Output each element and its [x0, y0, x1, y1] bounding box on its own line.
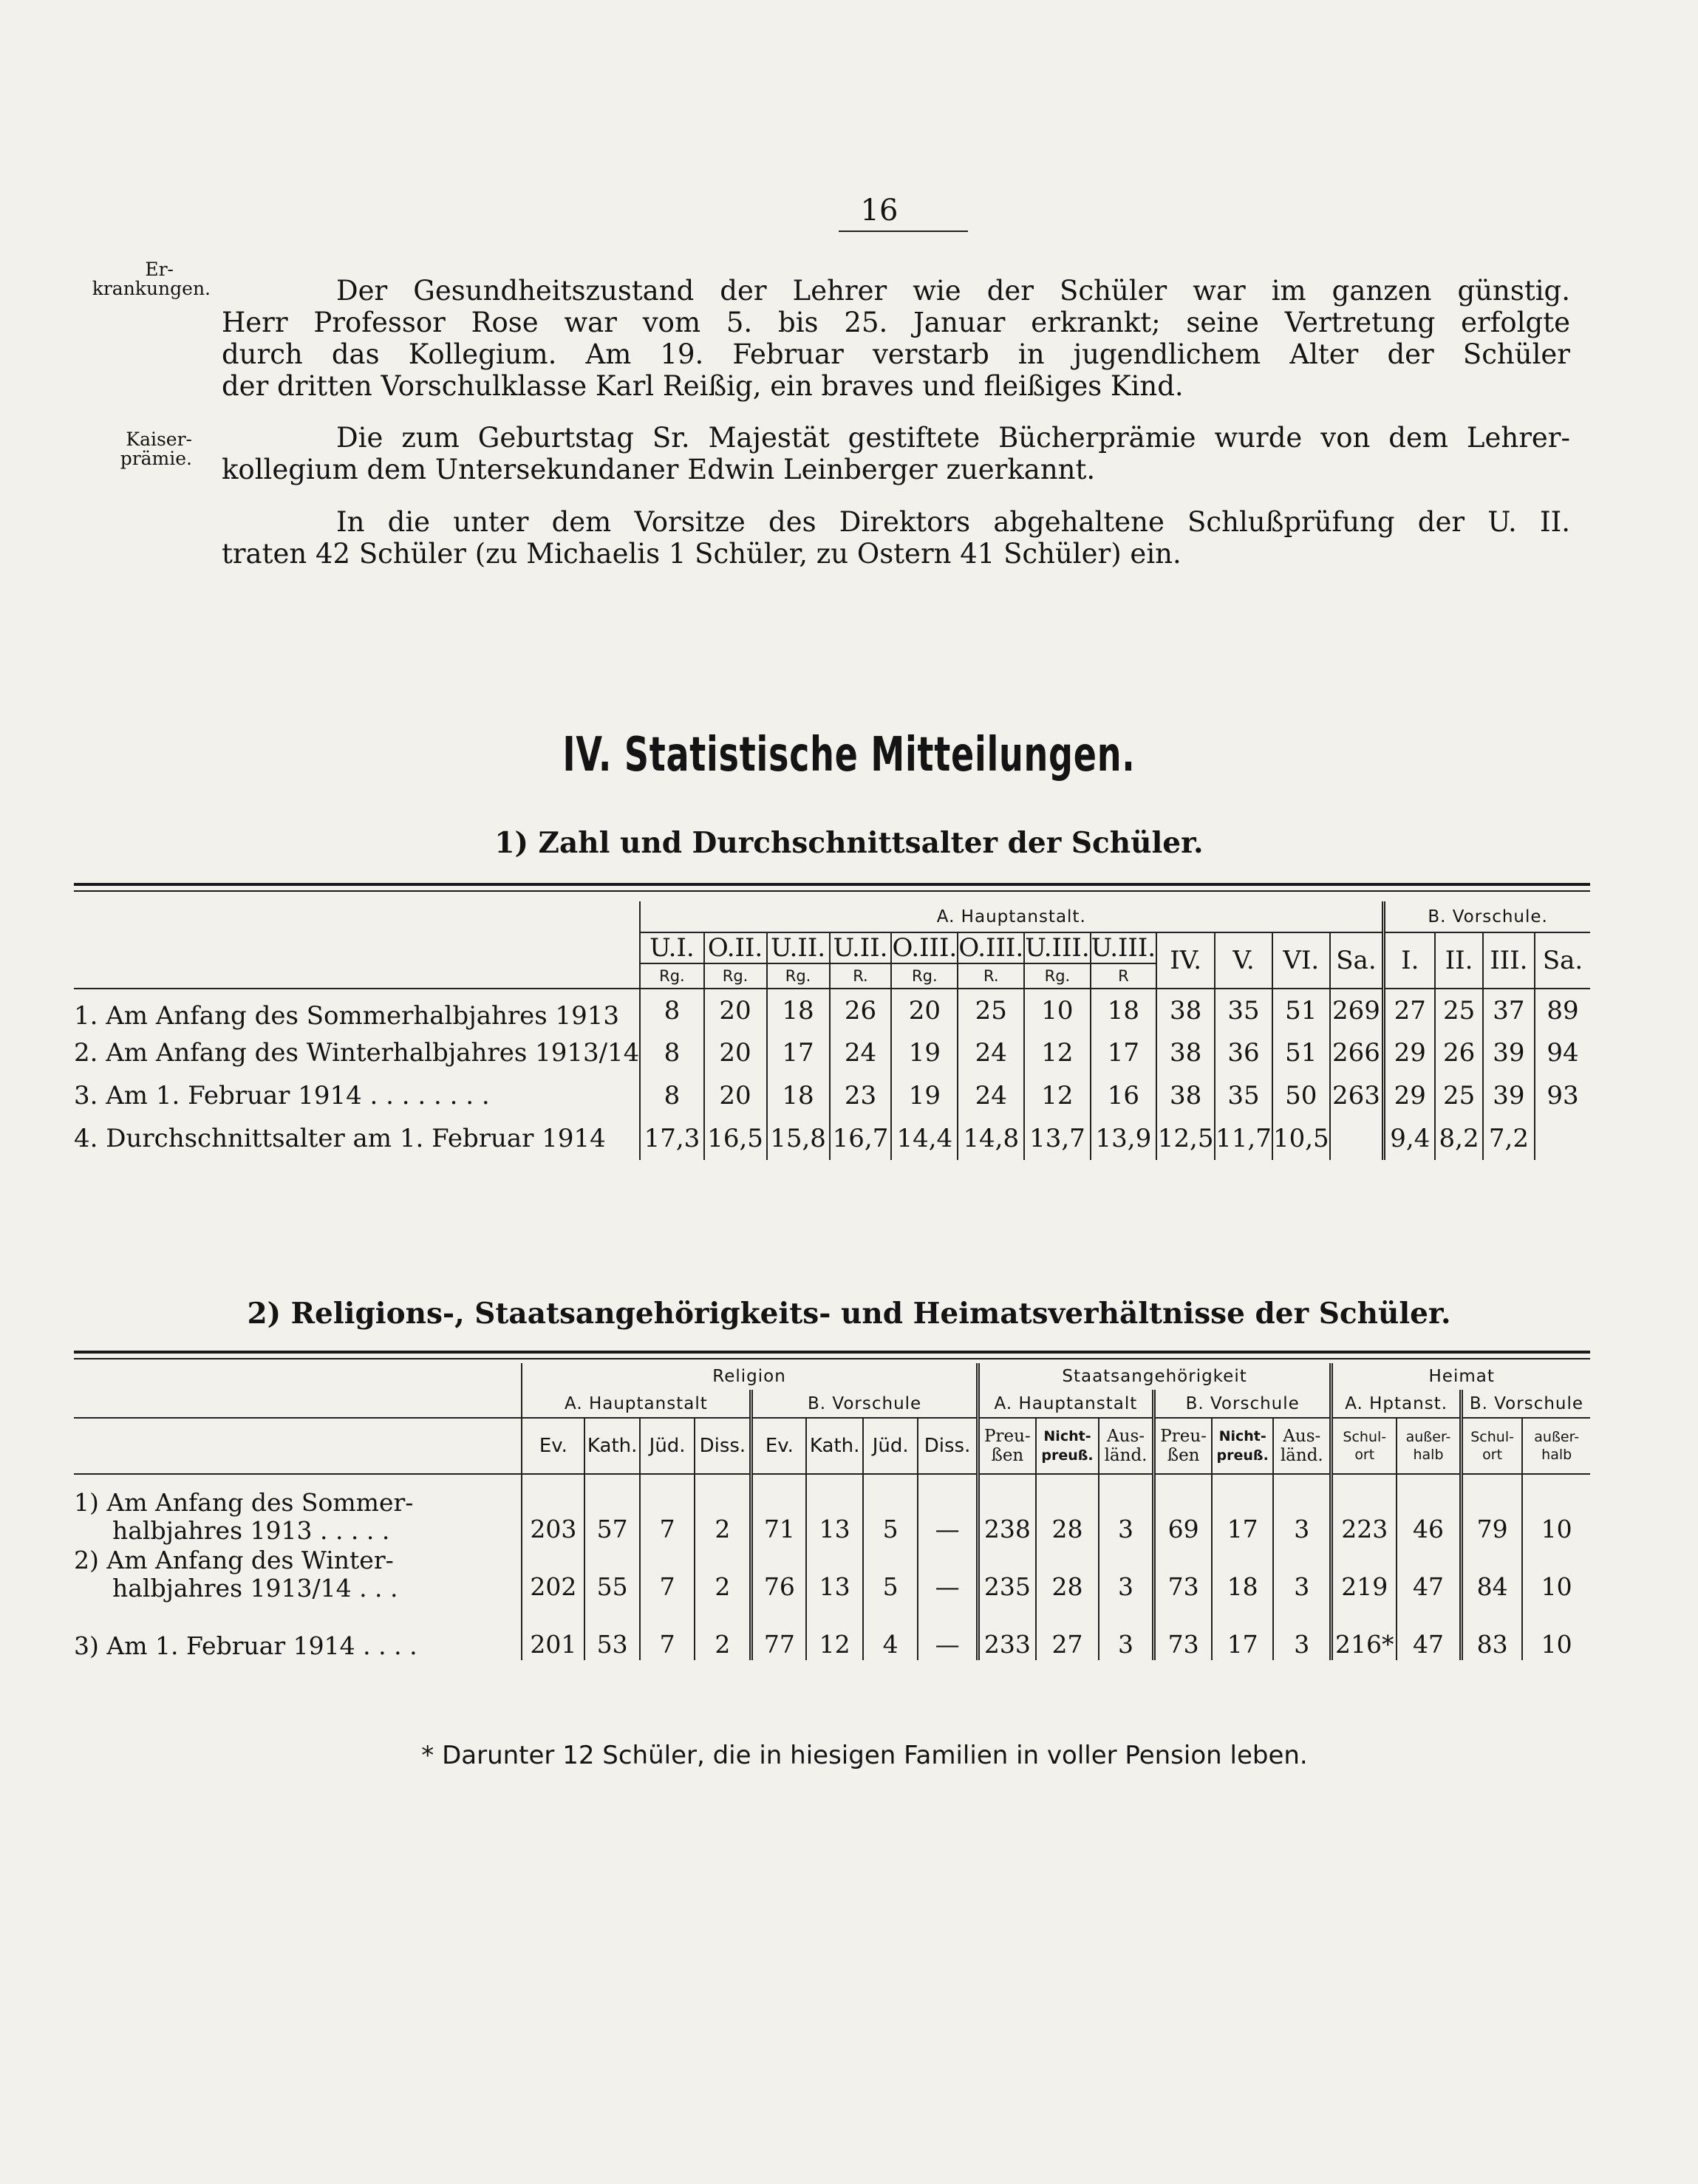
row-label: 1. Am Anfang des Sommerhalbjahres 1913	[74, 1000, 620, 1031]
class-sub-header: Rg.	[1024, 963, 1090, 989]
table-cell: 36	[1215, 1031, 1272, 1074]
class-header: II.	[1435, 932, 1482, 989]
table-cell: 223	[1332, 1474, 1397, 1545]
margin-note-prize	[89, 430, 192, 468]
table-cell: 12	[1024, 1031, 1090, 1074]
table-cell: 94	[1535, 1031, 1590, 1074]
table-cell: 3	[1099, 1545, 1153, 1603]
table1-title: 1) Zahl und Durchschnittsalter der Schüler.	[494, 826, 1204, 860]
column-header-line: Schul-	[1343, 1429, 1387, 1445]
table-cell: 38	[1156, 1031, 1215, 1074]
table-cell: 53	[584, 1603, 639, 1660]
column-header-line: Nicht-	[1043, 1428, 1091, 1444]
class-sub-header: Rg.	[767, 963, 830, 989]
class-sub-header: R.	[830, 963, 892, 989]
table-cell: 71	[751, 1474, 806, 1545]
column-header-line: Preu-	[984, 1427, 1031, 1446]
table-cell: —	[918, 1474, 978, 1545]
table-row	[74, 1117, 1590, 1160]
column-header	[1212, 1418, 1273, 1474]
class-header: U.II.	[830, 932, 892, 963]
table-cell: 203	[522, 1474, 584, 1545]
text-line: kollegium dem Untersekundaner Edwin Leinberger zuerkannt.	[222, 454, 1096, 485]
column-header: Ev.	[751, 1418, 806, 1474]
table-cell: 50	[1272, 1074, 1330, 1117]
table-cell: 238	[978, 1474, 1036, 1545]
class-sub-header: R.	[958, 963, 1024, 989]
class-header: O.II.	[704, 932, 767, 963]
row-label	[74, 1474, 522, 1545]
table-cell: 269	[1330, 989, 1384, 1031]
row-label: 3. Am 1. Februar 1914 . . . . . . . .	[74, 1081, 490, 1110]
column-header	[1099, 1418, 1153, 1474]
table-row	[74, 1545, 1590, 1603]
table-cell: 7	[640, 1545, 695, 1603]
column-header-line: länd.	[1280, 1446, 1323, 1465]
text-line: durch das Kollegium. Am 19. Februar verstarb in jugendlichem Alter der Schüler	[222, 338, 1570, 370]
table-cell: 25	[958, 989, 1024, 1031]
row-label: 4. Durchschnittsalter am 1. Februar 1914	[74, 1124, 606, 1153]
column-header-line: außer-	[1534, 1429, 1580, 1445]
section-title: IV. Statistische Mitteilungen.	[562, 728, 1136, 782]
table-cell: 219	[1332, 1545, 1397, 1603]
column-header: Diss.	[918, 1418, 978, 1474]
column-header: Kath.	[806, 1418, 863, 1474]
margin-note-prize-top: Kaiser-	[126, 429, 192, 450]
table-cell: 24	[830, 1031, 892, 1074]
text-line: Die zum Geburtstag Sr. Majestät gestiftete Bücherprämie wurde von dem Lehrer-	[336, 422, 1570, 454]
column-header-line: länd.	[1104, 1446, 1148, 1465]
table-cell: 84	[1461, 1545, 1522, 1603]
table-cell: —	[918, 1545, 978, 1603]
margin-note-illness-top: Er-	[145, 259, 174, 280]
class-header: Sa.	[1535, 932, 1590, 989]
table-cell: 13,7	[1024, 1117, 1090, 1160]
table-cell: 7,2	[1483, 1117, 1535, 1160]
row-label-line: halbjahres 1913/14 . . .	[112, 1574, 398, 1603]
table-cell: 27	[1384, 989, 1436, 1031]
table-cell: 47	[1397, 1603, 1461, 1660]
table-cell: 7	[640, 1474, 695, 1545]
table-cell: 76	[751, 1545, 806, 1603]
table-cell: 216*	[1332, 1603, 1397, 1660]
margin-note-illness	[89, 260, 211, 298]
page-number: 16	[860, 194, 899, 228]
table-cell: 10,5	[1272, 1117, 1330, 1160]
table-cell: 28	[1036, 1474, 1099, 1545]
table-cell: 25	[1435, 1074, 1482, 1117]
column-header	[1332, 1418, 1397, 1474]
table-cell: 263	[1330, 1074, 1384, 1117]
column-header-line: außer-	[1405, 1429, 1451, 1445]
table-cell: 14,4	[891, 1117, 958, 1160]
class-header: V.	[1215, 932, 1272, 989]
table-cell: 77	[751, 1603, 806, 1660]
table-cell: 51	[1272, 989, 1330, 1031]
table-cell: 28	[1036, 1545, 1099, 1603]
table-cell: 19	[891, 1031, 958, 1074]
table2-state-b: B. Vorschule	[1154, 1390, 1332, 1418]
table-cell: 19	[891, 1074, 958, 1117]
table-cell: 16	[1091, 1074, 1156, 1117]
class-header: IV.	[1156, 932, 1215, 989]
column-header-line: preuß.	[1216, 1447, 1269, 1464]
table-cell: 73	[1154, 1545, 1213, 1603]
table-cell: 73	[1154, 1603, 1213, 1660]
table-pupil-counts	[74, 901, 1590, 1160]
table-cell: 16,7	[830, 1117, 892, 1160]
table2-group-religion: Religion	[522, 1363, 978, 1390]
text-line: Herr Professor Rose war vom 5. bis 25. Januar erkrankt; seine Vertretung erfolgte	[222, 307, 1570, 338]
table-religion-citizenship-home	[74, 1363, 1590, 1660]
column-header: Jüd.	[863, 1418, 918, 1474]
paragraph-exam	[222, 506, 1570, 570]
column-header: Kath.	[584, 1418, 639, 1474]
table1-group-b: B. Vorschule.	[1384, 901, 1590, 932]
table2-top-rule-inner	[74, 1358, 1590, 1359]
class-header: O.III.	[892, 933, 958, 963]
table-cell: 39	[1483, 1031, 1535, 1074]
table1-top-rule-inner	[74, 890, 1590, 892]
class-header: U.I.	[640, 932, 703, 963]
table-cell: 20	[704, 989, 767, 1031]
table-cell: 18	[767, 1074, 830, 1117]
table-cell: 35	[1215, 1074, 1272, 1117]
table-cell	[1330, 1117, 1384, 1160]
table-cell: 17	[1212, 1603, 1273, 1660]
table-row	[74, 1474, 1590, 1545]
class-header: VI.	[1272, 932, 1330, 989]
column-header	[978, 1418, 1036, 1474]
class-header: U.II.	[767, 932, 830, 963]
class-sub-header: Rg.	[640, 963, 703, 989]
table2-group-home: Heimat	[1332, 1363, 1590, 1390]
column-header: Jüd.	[640, 1418, 695, 1474]
paragraph-illness	[222, 275, 1570, 402]
table-cell: 79	[1461, 1474, 1522, 1545]
table-cell: 3	[1273, 1603, 1332, 1660]
table-cell: 12	[806, 1603, 863, 1660]
row-label-line: halbjahres 1913 . . . . .	[112, 1516, 390, 1545]
column-header	[1397, 1418, 1461, 1474]
table-cell: 29	[1384, 1031, 1436, 1074]
column-header-line: Schul-	[1470, 1429, 1514, 1445]
table-cell: 9,4	[1384, 1117, 1436, 1160]
class-header: U.III.	[1091, 933, 1156, 963]
column-header-line: Preu-	[1160, 1427, 1207, 1446]
paragraph-prize	[222, 422, 1570, 485]
table1-body	[74, 989, 1590, 1160]
table-cell: 83	[1461, 1603, 1522, 1660]
table-cell: 17	[1091, 1031, 1156, 1074]
class-header: I.	[1384, 932, 1436, 989]
table-cell: 17	[767, 1031, 830, 1074]
table-cell: 26	[1435, 1031, 1482, 1074]
table-cell: 24	[958, 1074, 1024, 1117]
table-cell: 8	[640, 989, 703, 1031]
column-header-line: Nicht-	[1218, 1428, 1266, 1444]
table-cell: 20	[704, 1074, 767, 1117]
table-row	[74, 1031, 1590, 1074]
table2-body	[74, 1474, 1590, 1660]
table-cell: 29	[1384, 1074, 1436, 1117]
column-header-line: preuß.	[1041, 1447, 1094, 1464]
table-cell: 93	[1535, 1074, 1590, 1117]
table-cell: 38	[1156, 989, 1215, 1031]
table-cell: 55	[584, 1545, 639, 1603]
table-cell: 51	[1272, 1031, 1330, 1074]
row-label: 2. Am Anfang des Winterhalbjahres 1913/14	[74, 1038, 640, 1068]
table-cell: 202	[522, 1545, 584, 1603]
table-row	[74, 989, 1590, 1031]
table2-title: 2) Religions-, Staatsangehörigkeits- und Heimatsverhältnisse der Schüler.	[247, 1297, 1451, 1331]
table-cell: 46	[1397, 1474, 1461, 1545]
page-number-rule	[839, 231, 968, 232]
table-cell: 47	[1397, 1545, 1461, 1603]
column-header-line: ßen	[991, 1446, 1024, 1465]
table1-group-a: A. Hauptanstalt.	[640, 901, 1383, 932]
table-cell: 39	[1483, 1074, 1535, 1117]
column-header	[1036, 1418, 1099, 1474]
column-header-line: ort	[1482, 1447, 1503, 1463]
table-cell: 11,7	[1215, 1117, 1272, 1160]
class-header: Sa.	[1330, 932, 1384, 989]
table2-top-rule	[74, 1351, 1590, 1354]
table-cell: 15,8	[767, 1117, 830, 1160]
table-cell: 12	[1024, 1074, 1090, 1117]
table-cell: 2	[695, 1545, 751, 1603]
table-cell: 233	[978, 1603, 1036, 1660]
table-cell: 14,8	[958, 1117, 1024, 1160]
table-cell: 18	[767, 989, 830, 1031]
table-cell: 5	[863, 1545, 918, 1603]
table-cell: 3	[1273, 1545, 1332, 1603]
margin-note-illness-bottom: krankungen.	[92, 278, 211, 299]
table-cell: 20	[891, 989, 958, 1031]
row-label	[74, 1545, 522, 1603]
table-cell: 3	[1099, 1474, 1153, 1545]
column-header-line: Aus-	[1283, 1427, 1321, 1446]
table-cell: 18	[1091, 989, 1156, 1031]
table-cell: 37	[1483, 989, 1535, 1031]
table-cell: 10	[1522, 1474, 1590, 1545]
table-cell: 17	[1212, 1474, 1273, 1545]
table-cell: 3	[1273, 1474, 1332, 1545]
row-label-line: 1) Am Anfang des Sommer-	[74, 1488, 414, 1517]
table-cell: 2	[695, 1603, 751, 1660]
table-cell: 10	[1522, 1603, 1590, 1660]
table-cell	[1535, 1117, 1590, 1160]
text-line: der dritten Vorschulklasse Karl Reißig, ein braves und fleißiges Kind.	[222, 370, 1184, 402]
column-header-line: halb	[1541, 1447, 1572, 1463]
table1-top-rule	[74, 883, 1590, 886]
class-header: U.III.	[1025, 933, 1090, 963]
table2-home-a: A. Hptanst.	[1332, 1390, 1462, 1418]
column-header-line: halb	[1413, 1447, 1444, 1463]
table-cell: 38	[1156, 1074, 1215, 1117]
table-cell: 235	[978, 1545, 1036, 1603]
table-cell: 4	[863, 1603, 918, 1660]
table-cell: 266	[1330, 1031, 1384, 1074]
table-cell: 10	[1522, 1545, 1590, 1603]
table-row	[74, 1603, 1590, 1660]
table2-rel-b: B. Vorschule	[751, 1390, 978, 1418]
table-row	[74, 1074, 1590, 1117]
class-header: O.III.	[958, 933, 1024, 963]
row-label-line: 3) Am 1. Februar 1914 . . . .	[74, 1631, 417, 1660]
margin-note-prize-bottom: prämie.	[120, 448, 192, 469]
table-cell: 16,5	[704, 1117, 767, 1160]
table-cell: —	[918, 1603, 978, 1660]
table-cell: 69	[1154, 1474, 1213, 1545]
table-cell: 12,5	[1156, 1117, 1215, 1160]
table-cell: 13	[806, 1474, 863, 1545]
table-cell: 89	[1535, 989, 1590, 1031]
table2-group-state: Staatsangehörigkeit	[978, 1363, 1332, 1390]
table-cell: 24	[958, 1031, 1024, 1074]
table-cell: 25	[1435, 989, 1482, 1031]
row-label-line: 2) Am Anfang des Winter-	[74, 1546, 394, 1574]
table-cell: 35	[1215, 989, 1272, 1031]
table2-rel-a: A. Hauptanstalt	[522, 1390, 751, 1418]
table-cell: 201	[522, 1603, 584, 1660]
table-cell: 5	[863, 1474, 918, 1545]
table2-state-a: A. Hauptanstalt	[978, 1390, 1153, 1418]
column-header-line: Aus-	[1107, 1427, 1145, 1446]
column-header	[1522, 1418, 1590, 1474]
table-cell: 18	[1212, 1545, 1273, 1603]
row-label	[74, 1603, 522, 1660]
table-cell: 8,2	[1435, 1117, 1482, 1160]
table-cell: 27	[1036, 1603, 1099, 1660]
column-header	[1461, 1418, 1522, 1474]
table-cell: 8	[640, 1031, 703, 1074]
column-header	[1154, 1418, 1213, 1474]
table-cell: 7	[640, 1603, 695, 1660]
column-header: Diss.	[695, 1418, 751, 1474]
class-sub-header: Rg.	[891, 963, 958, 989]
text-line: Der Gesundheitszustand der Lehrer wie der Schüler war im ganzen günstig.	[336, 275, 1570, 307]
table-cell: 10	[1024, 989, 1090, 1031]
table-cell: 2	[695, 1474, 751, 1545]
column-header-line: ßen	[1167, 1446, 1200, 1465]
table-cell: 20	[704, 1031, 767, 1074]
table2-home-b: B. Vorschule	[1461, 1390, 1590, 1418]
column-header: Ev.	[522, 1418, 584, 1474]
table-cell: 57	[584, 1474, 639, 1545]
table-cell: 26	[830, 989, 892, 1031]
table-cell: 13	[806, 1545, 863, 1603]
table-cell: 3	[1099, 1603, 1153, 1660]
footnote: * Darunter 12 Schüler, die in hiesigen Familien in voller Pension leben.	[421, 1741, 1308, 1770]
class-header: III.	[1483, 932, 1535, 989]
class-sub-header: R	[1091, 963, 1156, 989]
class-sub-header: Rg.	[704, 963, 767, 989]
table-cell: 17,3	[640, 1117, 703, 1160]
table-cell: 8	[640, 1074, 703, 1117]
column-header	[1273, 1418, 1332, 1474]
column-header-line: ort	[1354, 1447, 1375, 1463]
text-line: In die unter dem Vorsitze des Direktors abgehaltene Schlußprüfung der U. II.	[336, 506, 1570, 538]
table-cell: 23	[830, 1074, 892, 1117]
table-cell: 13,9	[1091, 1117, 1156, 1160]
text-line: traten 42 Schüler (zu Michaelis 1 Schüler, zu Ostern 41 Schüler) ein.	[222, 538, 1182, 570]
